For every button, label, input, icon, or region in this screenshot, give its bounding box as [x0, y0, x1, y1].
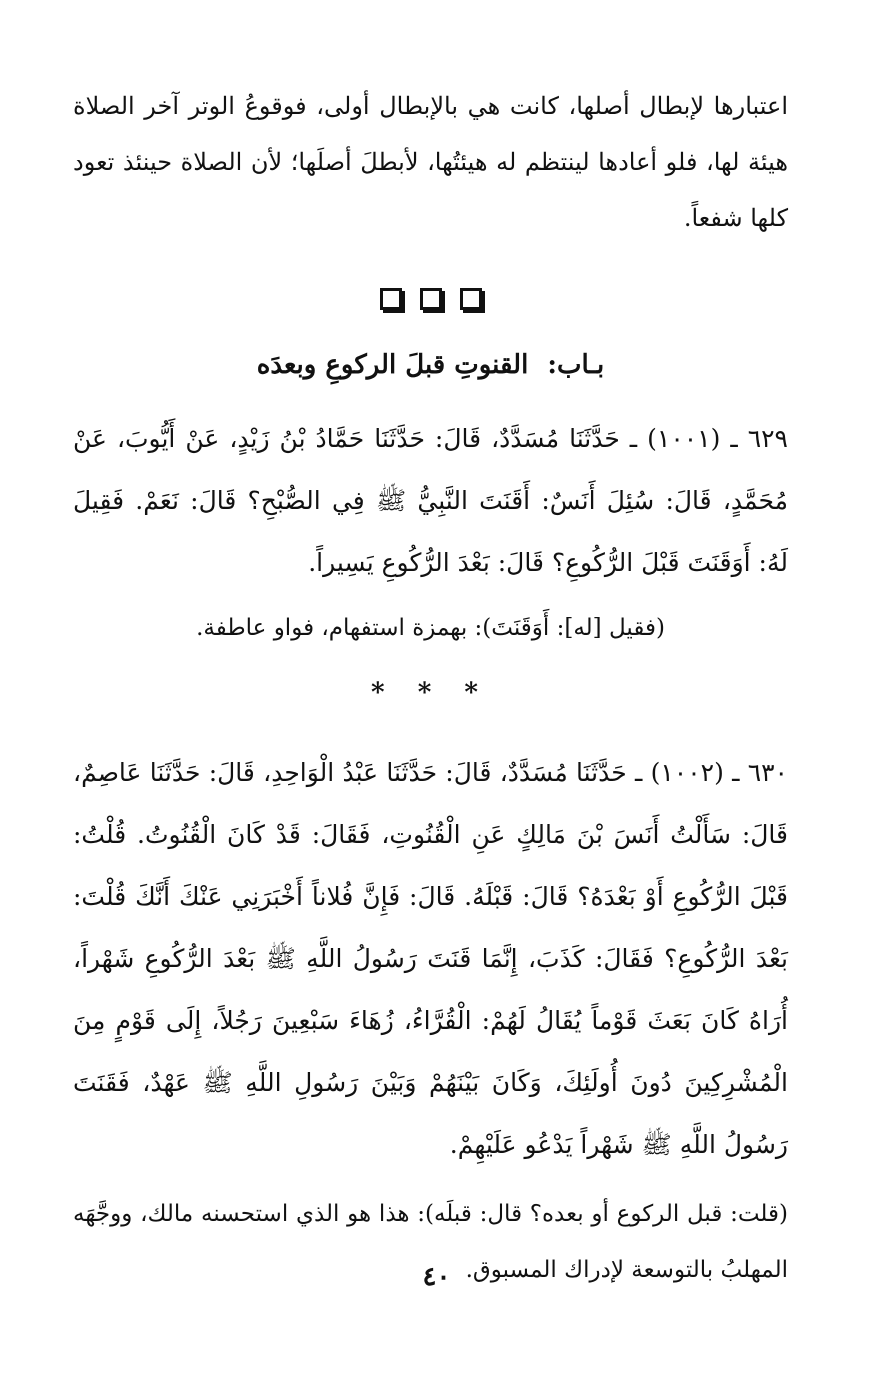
stars-separator: * * *: [371, 678, 490, 708]
chapter-heading: [73, 340, 788, 390]
hadith-630-text: ٦٣٠ ـ (١٠٠٢) ـ حَدَّثَنَا مُسَدَّدٌ، قَالَ: حَدَّثَنَا عَبْدُ الْوَاحِدِ، قَالَ: حَدَّثَنَا عَاصِمٌ، قَالَ: سَأَلْتُ أَنَسَ بْنَ مَالِكٍ عَنِ الْقُنُوتِ، فَقَالَ: قَدْ كَانَ الْقُنُوتُ. قُلْتُ: قَبْلَ الرُّكُوعِ أَوْ بَعْدَهُ؟ قَالَ: قَبْلَهُ. قَالَ: فَإِنَّ فُلاناً أَخْبَرَنِي عَنْكَ أَنَّكَ قُلْتَ: بَعْدَ الرُّكُوعِ؟ فَقَالَ: كَذَبَ، إِنَّمَا قَنَتَ رَسُولُ اللَّهِ ﷺ بَعْدَ الرُّكُوعِ شَهْراً، أُرَاهُ كَانَ بَعَثَ قَوْماً يُقَالُ لَهُمْ: الْقُرَّاءُ، زُهَاءَ سَبْعِينَ رَجُلاً، إِلَى قَوْمٍ مِنَ الْمُشْرِكِينَ دُونَ أُولَئِكَ، وَكَانَ بَيْنَهُمْ وَبَيْنَ رَسُولِ اللَّهِ ﷺ عَهْدٌ، فَقَنَتَ رَسُولُ اللَّهِ ﷺ شَهْراً يَدْعُو عَلَيْهِمْ.: [73, 758, 788, 1159]
page-body: [73, 70, 788, 1298]
ornament-box-icon: [380, 288, 402, 310]
hadith-630-note: (قلت: قبل الركوع أو بعده؟ قال: قبلَه): هذا هو الذي استحسنه مالك، ووجَّهَه المهلبُ بالتوسعة لإدراك المسبوق.: [73, 1201, 788, 1283]
hadith-629-text: ٦٢٩ ـ (١٠٠١) ـ حَدَّثَنَا مُسَدَّدٌ، قَالَ: حَدَّثَنَا حَمَّادُ بْنُ زَيْدٍ، عَنْ أَيُّوبَ، عَنْ مُحَمَّدٍ، قَالَ: سُئِلَ أَنَسٌ: أَقَنَتَ النَّبِيُّ ﷺ فِي الصُّبْحِ؟ قَالَ: نَعَمْ. فَقِيلَ لَهُ: أَوَقَنَتَ قَبْلَ الرُّكُوعِ؟ قَالَ: بَعْدَ الرُّكُوعِ يَسِيراً.: [73, 424, 788, 577]
ornament-box-icon: [460, 288, 482, 310]
section-ornament: [73, 288, 788, 310]
hadith-629-note: (فقيل [له]: أَوَقَنَتَ): بهمزة استفهام، فواو عاطفة.: [196, 615, 665, 641]
chapter-label: بـاب:: [547, 350, 605, 380]
page-number: ٤٠: [422, 1262, 451, 1292]
intro-paragraph: اعتبارها لإبطال أصلها، كانت هي بالإبطال أولى، فوقوعُ الوتر آخر الصلاة هيئة لها، فلو أعادها لينتظم له هيئتُها، لأبطلَ أصلَها؛ لأن الصلاة حينئذ تعود كلها شفعاً.: [73, 92, 789, 232]
chapter-title: القنوتِ قبلَ الركوعِ وبعدَه: [256, 350, 529, 380]
ornament-box-icon: [420, 288, 442, 310]
